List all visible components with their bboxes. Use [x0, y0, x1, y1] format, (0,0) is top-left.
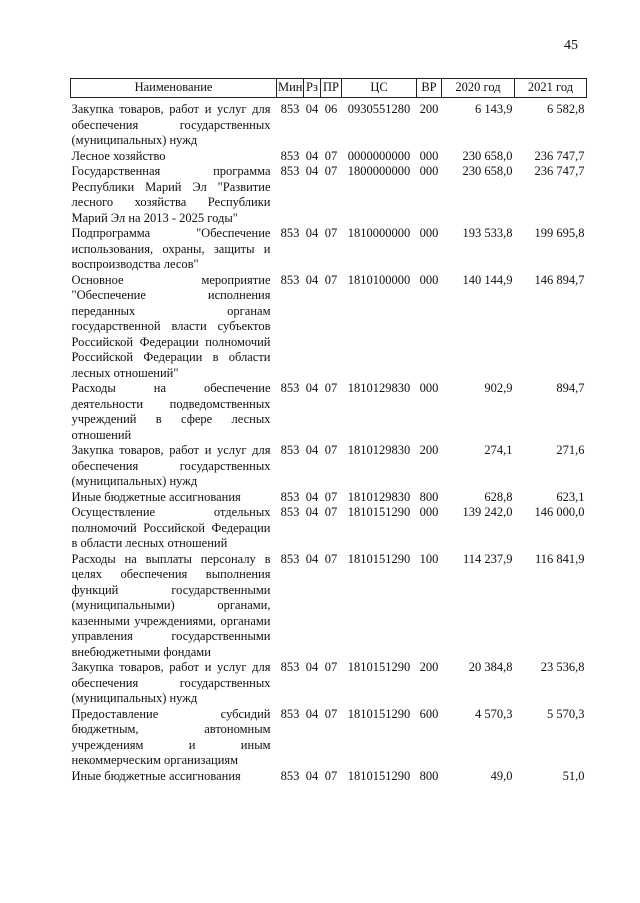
row-amount-2021: 236 747,7 [534, 164, 585, 178]
row-amount-2020: 114 237,9 [462, 551, 513, 566]
table-row [71, 443, 587, 490]
table-row [71, 273, 587, 382]
row-rz: 04 [305, 164, 319, 178]
row-name: Осуществление отдельных полномочий Российской Федерации в области лесных отношений [71, 505, 271, 550]
row-cs: 0930551280 [347, 102, 411, 116]
row-rz: 04 [305, 551, 319, 566]
row-amount-2021: 146 894,7 [534, 272, 585, 287]
row-name: Основное мероприятие "Обеспечение исполнения переданных органам государственной власти субъектов Российской Федерации полномочий Российской Федерации в области лесных отношений" [71, 272, 271, 380]
row-name: Закупка товаров, работ и услуг для обеспечения государственных (муниципальных) нужд [71, 660, 271, 705]
row-pr: 07 [324, 164, 338, 178]
row-pr: 07 [324, 443, 338, 457]
row-min: 853 [280, 660, 300, 674]
header-min: Мин [277, 79, 304, 98]
row-vr: 100 [419, 551, 439, 566]
row-rz: 04 [305, 443, 319, 457]
row-rz: 04 [305, 489, 319, 504]
row-pr: 07 [324, 489, 338, 504]
table-row [71, 490, 587, 506]
row-pr: 07 [324, 660, 338, 674]
row-amount-2020: 628,8 [484, 489, 513, 504]
header-2020: 2020 год [442, 79, 515, 98]
row-cs: 0000000000 [347, 148, 411, 163]
row-amount-2020: 902,9 [484, 381, 513, 395]
row-name: Лесное хозяйство [71, 148, 166, 163]
row-amount-2020: 274,1 [484, 443, 513, 457]
row-amount-2020: 140 144,9 [462, 272, 513, 287]
row-vr: 800 [419, 768, 439, 783]
row-amount-2021: 236 747,7 [534, 148, 585, 163]
row-name: Расходы на обеспечение деятельности подведомственных учреждений в сфере лесных отношений [71, 381, 271, 442]
row-pr: 07 [324, 272, 338, 287]
row-pr: 07 [324, 768, 338, 783]
row-amount-2021: 146 000,0 [534, 505, 585, 519]
row-min: 853 [280, 164, 300, 178]
row-amount-2021: 23 536,8 [540, 660, 585, 674]
table-header-row [71, 79, 587, 98]
row-amount-2021: 6 582,8 [547, 102, 585, 116]
row-rz: 04 [305, 381, 319, 395]
row-amount-2021: 51,0 [562, 768, 585, 783]
row-amount-2021: 894,7 [556, 381, 585, 395]
row-cs: 1810151290 [347, 551, 411, 566]
table-row [71, 707, 587, 769]
row-amount-2020: 20 384,8 [468, 660, 513, 674]
row-vr: 800 [419, 489, 439, 504]
row-cs: 1810151290 [347, 768, 411, 783]
table-row [71, 505, 587, 552]
row-vr: 000 [419, 505, 439, 519]
row-rz: 04 [305, 706, 319, 721]
row-min: 853 [280, 272, 300, 287]
row-name: Закупка товаров, работ и услуг для обеспечения государственных (муниципальных) нужд [71, 443, 271, 488]
row-vr: 200 [419, 660, 439, 674]
row-name: Подпрограмма "Обеспечение использования, охраны, защиты и воспроизводства лесов" [71, 226, 271, 271]
row-amount-2020: 6 143,9 [475, 102, 513, 116]
row-min: 853 [280, 148, 300, 163]
row-vr: 200 [419, 443, 439, 457]
row-amount-2021: 116 841,9 [534, 551, 585, 566]
row-name: Закупка товаров, работ и услуг для обеспечения государственных (муниципальных) нужд [71, 102, 271, 147]
row-cs: 1810151290 [347, 706, 411, 721]
row-cs: 1800000000 [347, 164, 411, 178]
header-vr: ВР [417, 79, 442, 98]
row-min: 853 [280, 443, 300, 457]
row-name: Расходы на выплаты персоналу в целях обеспечения выполнения функций государственными (муниципальными) органами, казенными учреждениями, органами управления государственными внебюджетными фондами [71, 551, 271, 659]
row-pr: 07 [324, 706, 338, 721]
header-pr: ПР [321, 79, 342, 98]
row-cs: 1810129830 [347, 489, 411, 504]
row-rz: 04 [305, 660, 319, 674]
row-rz: 04 [305, 768, 319, 783]
header-rz: Рз [304, 79, 321, 98]
row-cs: 1810129830 [347, 443, 411, 457]
row-pr: 07 [324, 551, 338, 566]
table-row [71, 552, 587, 661]
row-pr: 07 [324, 226, 338, 240]
row-cs: 1810151290 [347, 660, 411, 674]
row-amount-2021: 5 570,3 [547, 706, 585, 721]
row-vr: 200 [419, 102, 439, 116]
row-name: Государственная программа Республики Марий Эл "Развитие лесного хозяйства Республики Марий Эл на 2013 - 2025 годы" [71, 164, 271, 225]
row-amount-2020: 230 658,0 [462, 164, 513, 178]
row-min: 853 [280, 102, 300, 116]
row-vr: 000 [419, 148, 439, 163]
row-min: 853 [280, 768, 300, 783]
table-body [71, 98, 587, 785]
table-row [71, 226, 587, 273]
row-rz: 04 [305, 226, 319, 240]
row-amount-2021: 271,6 [556, 443, 585, 457]
header-2021: 2021 год [515, 79, 587, 98]
header-name: Наименование [71, 79, 277, 98]
row-vr: 600 [419, 706, 439, 721]
row-min: 853 [280, 381, 300, 395]
row-cs: 1810151290 [347, 505, 411, 519]
row-amount-2020: 4 570,3 [475, 706, 513, 721]
row-name: Предоставление субсидий бюджетным, автономным учреждениям и иным некоммерческим организациям [71, 706, 271, 767]
table-row [71, 149, 587, 165]
table-row [71, 381, 587, 443]
table-row [71, 660, 587, 707]
table-row [71, 769, 587, 785]
row-cs: 1810129830 [347, 381, 411, 395]
row-amount-2021: 623,1 [556, 489, 585, 504]
row-pr: 07 [324, 148, 338, 163]
row-name: Иные бюджетные ассигнования [71, 768, 241, 783]
row-amount-2020: 49,0 [490, 768, 513, 783]
page-number: 45 [564, 38, 578, 53]
row-pr: 07 [324, 381, 338, 395]
row-cs: 1810000000 [347, 226, 411, 240]
row-amount-2020: 139 242,0 [462, 505, 513, 519]
row-pr: 07 [324, 505, 338, 519]
row-vr: 000 [419, 272, 439, 287]
row-rz: 04 [305, 505, 319, 519]
header-cs: ЦС [342, 79, 417, 98]
row-min: 853 [280, 706, 300, 721]
row-rz: 04 [305, 102, 319, 116]
budget-table [70, 78, 587, 784]
row-vr: 000 [419, 164, 439, 178]
row-vr: 000 [419, 226, 439, 240]
row-pr: 06 [324, 102, 338, 116]
table-row [71, 164, 587, 226]
row-min: 853 [280, 489, 300, 504]
row-min: 853 [280, 505, 300, 519]
row-min: 853 [280, 226, 300, 240]
row-vr: 000 [419, 381, 439, 395]
row-cs: 1810100000 [347, 272, 411, 287]
row-rz: 04 [305, 272, 319, 287]
row-amount-2020: 193 533,8 [462, 226, 513, 240]
row-min: 853 [280, 551, 300, 566]
row-amount-2021: 199 695,8 [534, 226, 585, 240]
row-amount-2020: 230 658,0 [462, 148, 513, 163]
table-row [71, 98, 587, 149]
row-name: Иные бюджетные ассигнования [71, 489, 241, 504]
row-rz: 04 [305, 148, 319, 163]
